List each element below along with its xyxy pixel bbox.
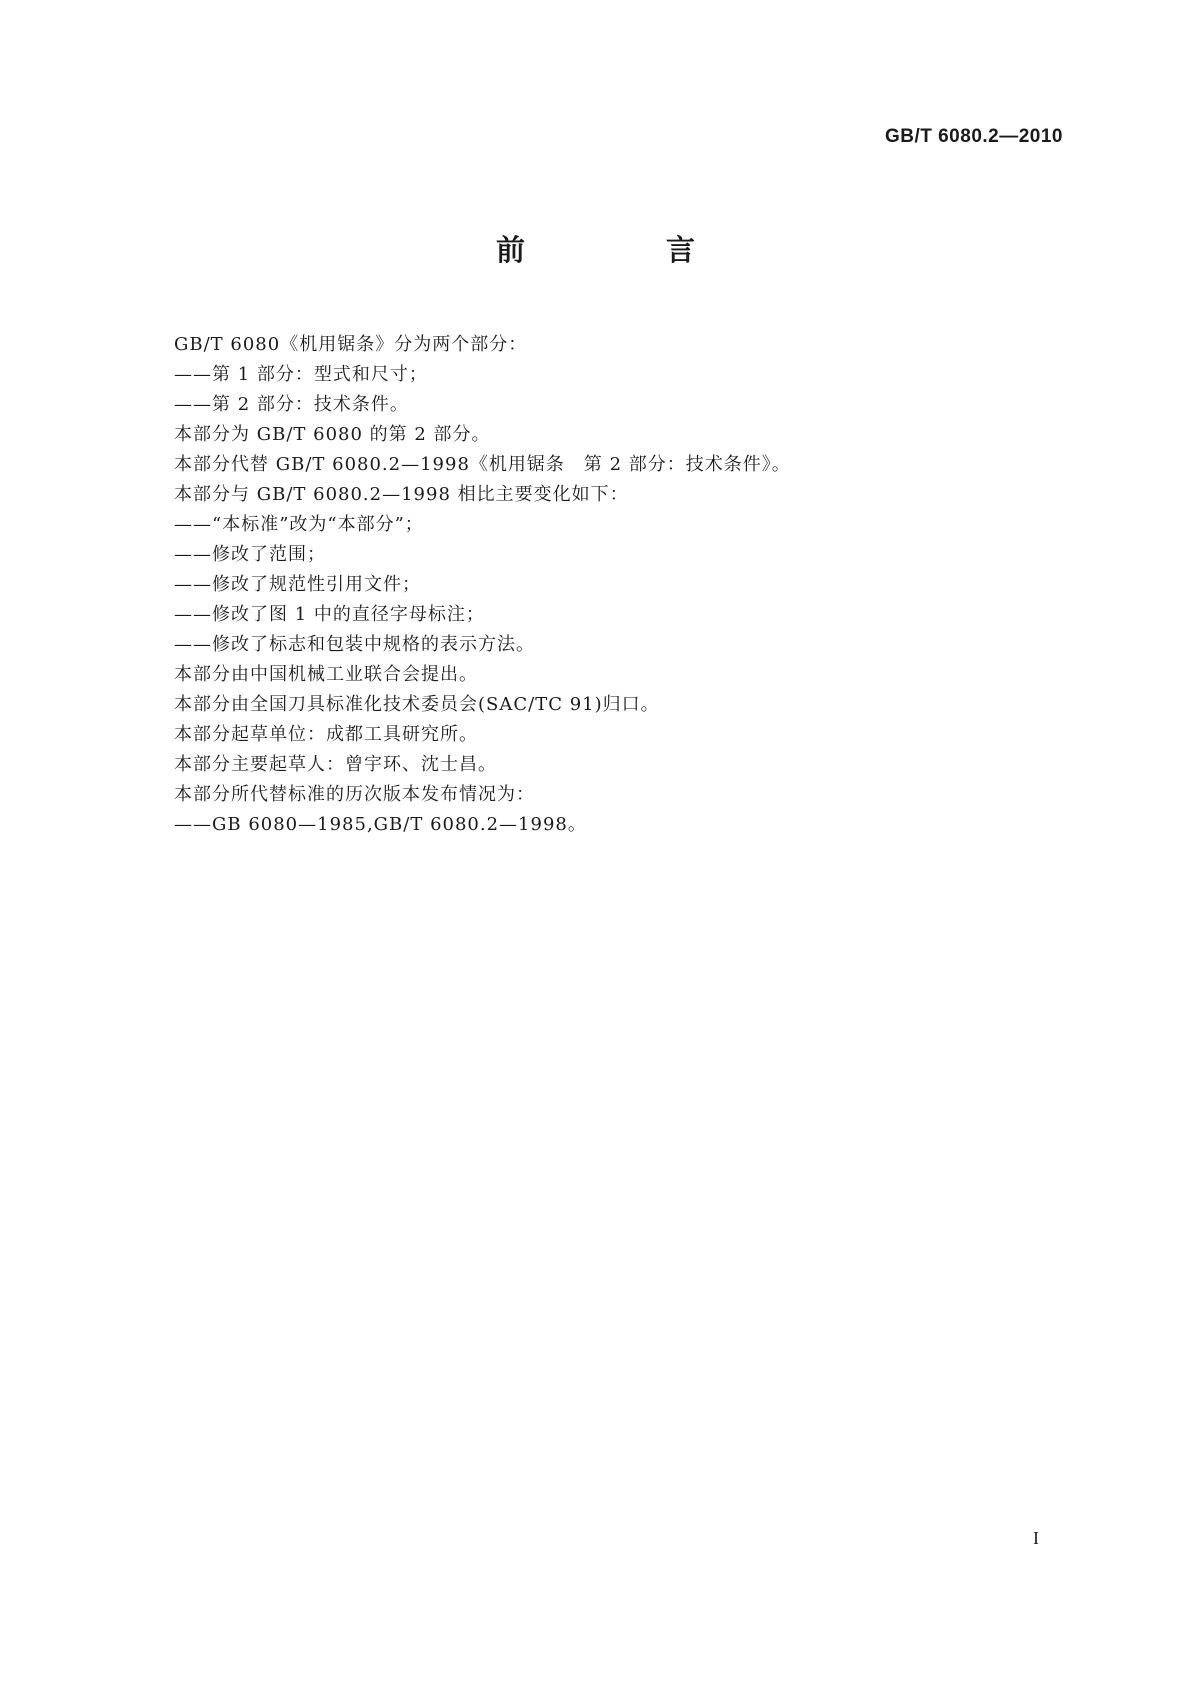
- standard-number: GB/T 6080.2—2010: [884, 126, 1063, 147]
- text-line: ——修改了标志和包装中规格的表示方法。: [174, 634, 535, 655]
- text-line: 本部分由全国刀具标准化技术委员会(SAC/TC 91)归口。: [174, 694, 660, 715]
- text-line: ——修改了规范性引用文件；: [174, 574, 421, 595]
- text-line: 本部分为 GB/T 6080 的第 2 部分。: [174, 424, 491, 445]
- text-line: 本部分主要起草人：曾宇环、沈士昌。: [174, 754, 497, 775]
- text-line: ——修改了范围；: [174, 544, 326, 565]
- text-line: 本部分与 GB/T 6080.2—1998 相比主要变化如下：: [174, 484, 629, 505]
- text-line: ——修改了图 1 中的直径字母标注；: [174, 604, 485, 625]
- text-line: GB/T 6080《机用锯条》分为两个部分：: [174, 334, 528, 355]
- page-number: I: [1033, 1528, 1039, 1548]
- foreword-body: [174, 330, 1074, 840]
- text-line: 本部分由中国机械工业联合会提出。: [174, 664, 478, 685]
- text-line: ——第 2 部分：技术条件。: [174, 394, 409, 415]
- text-line: 本部分所代替标准的历次版本发布情况为：: [174, 784, 535, 805]
- page-title: 前 言: [495, 233, 751, 267]
- text-line: ——第 1 部分：型式和尺寸；: [174, 364, 428, 385]
- text-line: ——“本标准”改为“本部分”；: [174, 514, 424, 535]
- text-line: ——GB 6080—1985,GB/T 6080.2—1998。: [174, 814, 587, 835]
- text-line: 本部分代替 GB/T 6080.2—1998《机用锯条 第 2 部分：技术条件》。: [174, 454, 791, 475]
- text-line: 本部分起草单位：成都工具研究所。: [174, 724, 478, 745]
